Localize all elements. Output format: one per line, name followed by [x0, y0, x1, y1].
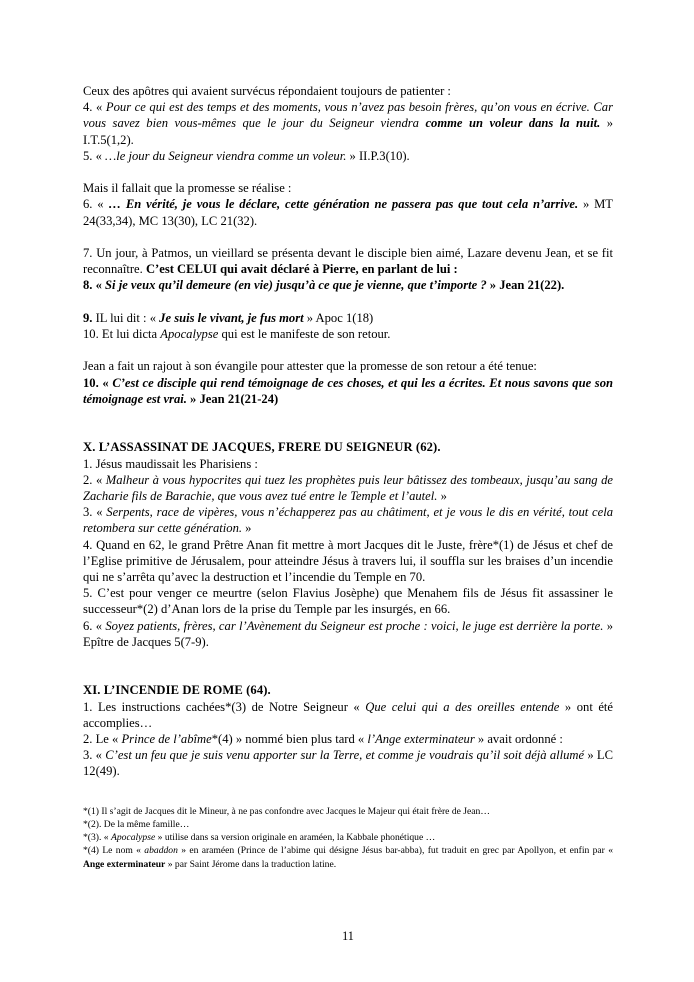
paragraph-item-8 — [83, 277, 613, 293]
paragraph-item-9 — [83, 310, 613, 326]
item7-emphasis: C’est CELUI qui avait déclaré à Pierre, en parlant de lui : — [145, 262, 458, 277]
paragraph-xi-item-1 — [83, 699, 613, 731]
paragraph-x-item-1: 1. Jésus maudissait les Pharisiens : — [83, 456, 258, 471]
spacer — [83, 780, 613, 796]
xi-item3-number: 3. « — [83, 748, 106, 763]
section-heading-xi: XI. L’INCENDIE DE ROME (64). — [83, 683, 271, 698]
paragraph-item-6 — [83, 196, 613, 228]
item10b-quote: C’est ce disciple qui rend témoignage de ces choses, et qui les a écrites. Et nous savons que son témoignage est vrai. — [83, 375, 613, 406]
paragraph-x-item-3 — [83, 504, 613, 536]
spacer — [83, 407, 613, 423]
x-item3-tail: » — [242, 521, 252, 536]
rajout-line: Jean a fait un rajout à son évangile pour attester que la promesse de son retour a été tenue: — [83, 359, 537, 374]
x-item2-quote: Malheur à vous hypocrites qui tuez les prophètes puis leur bâtissez des tombeaux, jusqu’au sang de Zacharie fils de Barachie, que vous avez tué entre le Temple et l’autel. — [83, 472, 613, 503]
item4-reference: » I.T.5(1,2). — [83, 116, 613, 147]
footnote-4-tail: » par Saint Jérome dans la traduction latine. — [165, 858, 337, 870]
item4-emphasis: comme un voleur dans la nuit. — [425, 116, 601, 131]
intro-line: Ceux des apôtres qui avaient survécus répondaient toujours de patienter : — [83, 84, 451, 98]
x-item2-tail: » — [437, 488, 447, 503]
xi-item2-mid: » nommé bien plus tard « — [232, 732, 368, 746]
xi-item2-quote-prince: Prince de l’abîme — [121, 732, 212, 746]
section-heading-x: X. L’ASSASSINAT DE JACQUES, FRERE DU SEIGNEUR (62). — [83, 440, 441, 455]
footnote-3-tail: » utilise dans sa version originale en araméen, la Kabbale phonétique … — [155, 832, 436, 844]
item8-reference: » Jean 21(22). — [486, 278, 565, 293]
footnote-3 — [83, 831, 613, 844]
xi-item1-quote: Que celui qui a des oreilles entende — [365, 699, 560, 714]
item5-number: 5. « — [83, 148, 106, 163]
footnote-3-lead: *(3). « — [83, 832, 111, 844]
page-number: 11 — [342, 929, 354, 943]
paragraph-item-10a — [83, 326, 613, 342]
paragraph-item-5 — [83, 148, 613, 164]
paragraph-x-item-2 — [83, 472, 613, 504]
item9-number: 9. — [83, 310, 93, 325]
paragraph-xi-item-3 — [83, 747, 613, 779]
footnote-4-term: abaddon — [144, 845, 178, 857]
spacer — [83, 294, 613, 310]
xi-item2-footnote-mark: *(4) — [211, 732, 233, 746]
xi-item1-lead: 1. Les instructions cachées*(3) de Notre Seigneur « — [83, 699, 366, 714]
footnotes-section — [83, 805, 613, 871]
footnote-4-lead: *(4) Le nom « — [83, 845, 145, 857]
x-item6-quote: Soyez patients, frères, car l’Avènement du Seigneur est proche : voici, le juge est derrière la porte. — [105, 618, 604, 633]
spacer — [83, 229, 613, 245]
item9-quote: Je suis le vivant, je fus mort — [159, 310, 304, 325]
paragraph-item-10b — [83, 375, 613, 407]
footnote-2: *(2). De la même famille… — [83, 819, 190, 830]
xi-item3-quote: C’est un feu que je suis venu apporter sur la Terre, et comme je voudrais qu’il soit déjà allumé — [105, 748, 585, 763]
footnote-4-emphasis: Ange exterminateur — [83, 858, 166, 870]
paragraph-promise — [83, 180, 613, 196]
x-item6-reference: » Epître de Jacques 5(7-9). — [83, 618, 613, 649]
item9-reference: » Apoc 1(18) — [303, 310, 374, 325]
xi-item2-quote-ange: l’Ange exterminateur — [367, 732, 475, 746]
x-item3-number: 3. « — [83, 505, 107, 520]
item5-reference: » II.P.3(10). — [346, 148, 410, 163]
paragraph-xi-item-2 — [83, 731, 613, 747]
item10b-open-quote: « — [98, 375, 113, 390]
item4-quote: Pour ce qui est des temps et des moments, vous n’avez pas besoin frères, qu’on vous en écrive. Car vous savez bien vous-mêmes que le jour du Seigneur viendra — [83, 100, 613, 131]
item4-number: 4. « — [83, 100, 106, 115]
item10a-title: Apocalypse — [160, 327, 219, 341]
item9-lead: IL lui dit : « — [92, 310, 160, 325]
item6-reference: » MT 24(33,34), MC 13(30), LC 21(32). — [83, 197, 614, 228]
xi-item2-tail: » avait ordonné : — [474, 732, 563, 746]
footnote-4-mid: » en araméen (Prince de l’abime qui désigne Jésus bar-abba), fut traduit en grec par Apollyon, et enfin par « — [177, 845, 613, 857]
spacer — [83, 342, 613, 358]
item6-number: 6. « — [83, 197, 109, 212]
item6-quote: … En vérité, je vous le déclare, cette génération ne passera pas que tout cela n’arrive. — [108, 197, 579, 212]
paragraph-item-7 — [83, 245, 613, 277]
paragraph-x-item-4: 4. Quand en 62, le grand Prêtre Anan fit mettre à mort Jacques dit le Juste, frère*(1) de Jésus et chef de l’Eglise primitive de Jérusalem, pour atteindre Jésus à travers lui, il souffla sur les braises d’un incendie qui ne s’arrêta qu’avec la destruction et l’incendie du Temple en 70. — [83, 537, 613, 584]
item7-lead: 7. Un jour, à Patmos, un vieillard se présenta devant le disciple bien aimé, Lazare devenu Jean, et se fit reconnaître. — [83, 246, 613, 277]
spacer — [83, 650, 613, 666]
footnote-4 — [83, 844, 613, 870]
x-item3-quote: Serpents, race de vipères, vous n’échapperez pas au châtiment, et je vous le dis en vérité, tout cela retombera sur cette génération. — [83, 505, 613, 536]
item10a-tail: qui est le manifeste de son retour. — [218, 327, 391, 341]
paragraph-rajout — [83, 358, 613, 374]
item8-number: 8. — [83, 278, 93, 293]
footnote-1: *(1) Il s’agit de Jacques dit le Mineur, à ne pas confondre avec Jacques le Majeur qui était frère de Jean… — [83, 805, 490, 817]
xi-item3-reference: » LC 12(49). — [83, 748, 613, 779]
item5-quote: …le jour du Seigneur viendra comme un voleur. — [105, 148, 347, 163]
paragraph-intro — [83, 83, 613, 99]
x-item6-number: 6. « — [83, 618, 106, 633]
document-page — [83, 83, 613, 963]
spacer — [83, 423, 613, 439]
item10b-reference: » Jean 21(21-24) — [186, 391, 279, 406]
spacer — [83, 164, 613, 180]
item8-open-quote: « — [92, 278, 106, 293]
spacer — [83, 796, 613, 805]
promise-line: Mais il fallait que la promesse se réalise : — [83, 181, 292, 196]
item8-quote: Si je veux qu’il demeure (en vie) jusqu’à ce que je vienne, que t’importe ? — [105, 278, 487, 293]
paragraph-x-item-6 — [83, 618, 613, 650]
xi-item1-tail: » ont été accomplies… — [83, 699, 614, 730]
item10a-lead: 10. Et lui dicta — [83, 327, 161, 341]
x-item2-number: 2. « — [83, 472, 106, 487]
xi-item2-lead: 2. Le « — [83, 732, 122, 746]
footnote-3-title: Apocalypse — [110, 832, 156, 844]
paragraph-x-item-5: 5. C’est pour venger ce meurtre (selon Flavius Josèphe) que Menahem fils de Jésus fit assassiner le successeur*(2) d’Anan lors de la prise du Temple par les insurgés, en 66. — [83, 586, 613, 617]
item10b-number: 10. — [83, 375, 99, 390]
spacer — [83, 666, 613, 682]
paragraph-item-4 — [83, 99, 613, 148]
